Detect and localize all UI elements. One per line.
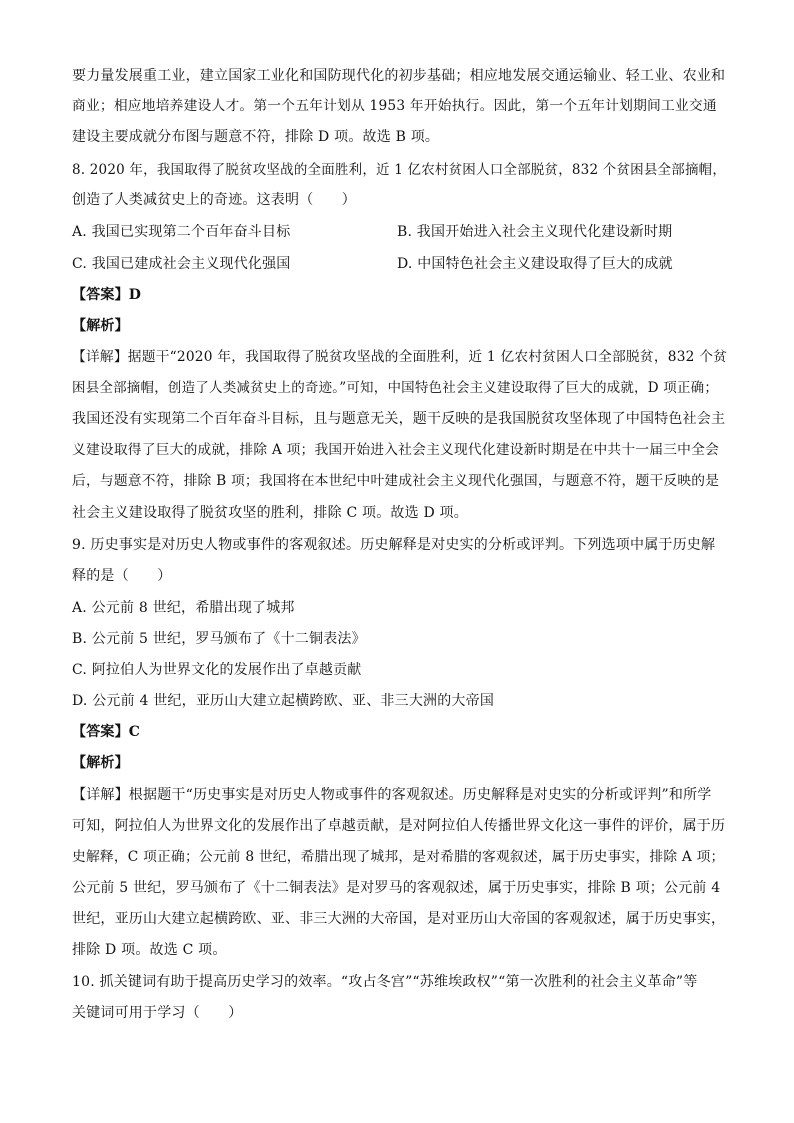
q9-stem-line-2: 释的是（ ） [72, 568, 172, 584]
q9-option-c: C. 阿拉伯人为世界文化的发展作出了卓越贡献 [72, 662, 362, 678]
q9-option-d: D. 公元前 4 世纪，亚历山大建立起横跨欧、亚、非三大洲的大帝国 [72, 693, 495, 709]
intro-line-2: 商业；相应地培养建设人才。第一个五年计划从 1953 年开始执行。因此，第一个五年计划期间工业交通 [72, 98, 717, 114]
q8-answer: 【答案】D [72, 287, 142, 303]
q9-detail-line-4: 公元前 5 世纪，罗马颁布了《十二铜表法》是对罗马的客观叙述，属于历史事实，排除 B 项；公元前 4 [72, 880, 721, 896]
q8-option-d: D. 中国特色社会主义建设取得了巨大的成就 [397, 256, 673, 272]
intro-line-3: 建设主要成就分布图与题意不符，排除 D 项。故选 B 项。 [72, 129, 440, 145]
q9-option-a: A. 公元前 8 世纪，希腊出现了城邦 [72, 600, 295, 616]
q8-option-b: B. 我国开始进入社会主义现代化建设新时期 [397, 224, 673, 240]
q9-detail-line-5: 世纪，亚历山大建立起横跨欧、亚、非三大洲的大帝国，是对亚历山大帝国的客观叙述，属于历史事实， [72, 911, 726, 927]
q8-detail-line-5: 后，与题意不符，排除 B 项；我国将在本世纪中叶建成社会主义现代化强国，与题意不符，题干反映的是 [72, 473, 720, 489]
q9-detail-line-2: 可知，阿拉伯人为世界文化的发展作出了卓越贡献，是对阿拉伯人传播世界文化这一事件的评价，属于历 [72, 818, 726, 834]
q8-detail-line-4: 义建设取得了巨大的成就，排除 A 项；我国开始进入社会主义现代化建设新时期是在中共十一届三中全会 [72, 442, 720, 458]
q8-option-a: A. 我国已实现第二个百年奋斗目标 [72, 224, 291, 240]
q8-detail-line-6: 社会主义建设取得了脱贫攻坚的胜利，排除 C 项。故选 D 项。 [72, 505, 468, 521]
q9-detail-line-6: 排除 D 项。故选 C 项。 [72, 942, 227, 958]
q8-option-c: C. 我国已建成社会主义现代化强国 [72, 256, 291, 272]
q9-detail-line-1: 【详解】根据题干“历史事实是对历史人物或事件的客观叙述。历史解释是对史实的分析或评判”和所学 [72, 787, 712, 803]
q8-detail-line-2: 困县全部摘帽，创造了人类减贫史上的奇迹。”可知，中国特色社会主义建设取得了巨大的成就，D 项正确； [72, 380, 719, 396]
intro-line-1: 要力量发展重工业，建立国家工业化和国防现代化的初步基础；相应地发展交通运输业、轻工业、农业和 [72, 68, 726, 84]
q8-stem-line-2: 创造了人类减贫史上的奇迹。这表明（ ） [72, 192, 356, 208]
q9-analysis-title: 【解析】 [72, 755, 129, 771]
q8-detail-line-1: 【详解】据题干“2020 年，我国取得了脱贫攻坚战的全面胜利，近 1 亿农村贫困人口全部脱贫，832 个贫 [72, 349, 728, 365]
q8-analysis-title: 【解析】 [72, 318, 129, 334]
q9-option-b: B. 公元前 5 世纪，罗马颁布了《十二铜表法》 [72, 631, 366, 647]
q8-stem-line-1: 8. 2020 年，我国取得了脱贫攻坚战的全面胜利，近 1 亿农村贫困人口全部脱贫，832 个贫困县全部摘帽， [72, 162, 727, 178]
q10-stem-line-2: 关键词可用于学习（ ） [72, 1005, 243, 1021]
q9-detail-line-3: 史解释，C 项正确；公元前 8 世纪，希腊出现了城邦，是对希腊的客观叙述，属于历史事实，排除 A 项； [72, 849, 725, 865]
q10-stem-line-1: 10. 抓关键词有助于提高历史学习的效率。“攻占冬宫”“苏维埃政权”“第一次胜利的社会主义革命”等 [72, 974, 698, 990]
q9-answer: 【答案】C [72, 724, 141, 740]
q9-stem-line-1: 9. 历史事实是对历史人物或事件的客观叙述。历史解释是对史实的分析或评判。下列选项中属于历史解 [72, 537, 716, 553]
q8-detail-line-3: 我国还没有实现第二个百年奋斗目标，且与题意无关，题干反映的是我国脱贫攻坚体现了中国特色社会主 [72, 411, 726, 427]
